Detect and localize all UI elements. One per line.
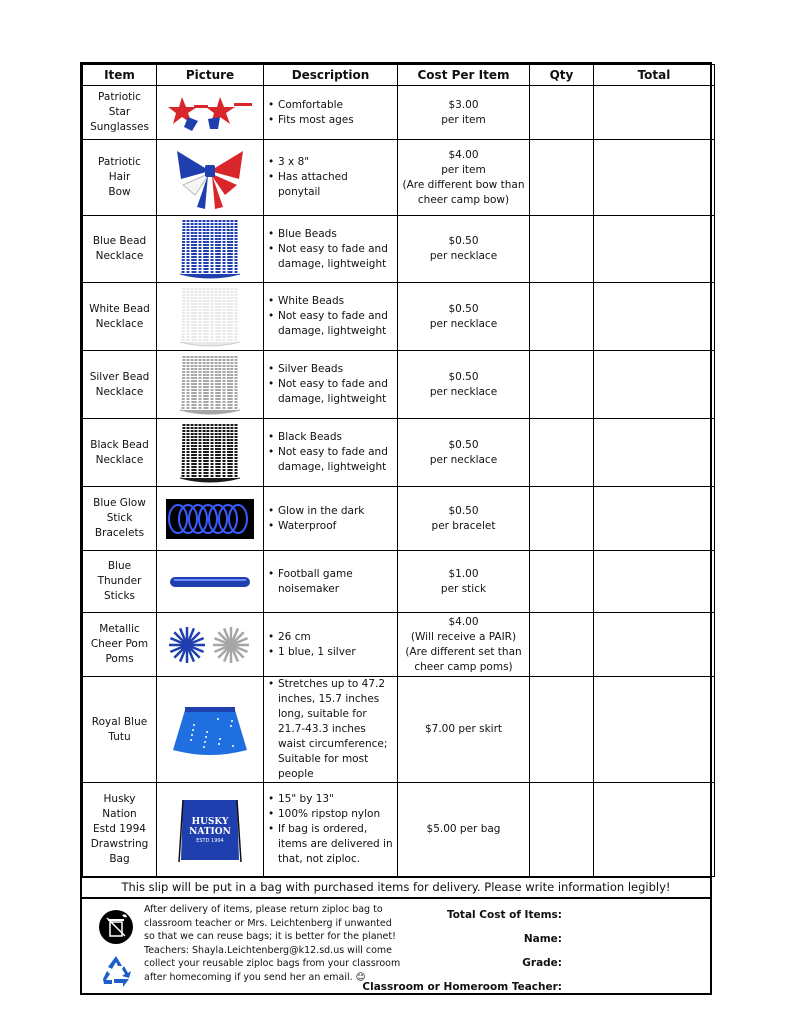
item-name-line: Bag	[109, 853, 130, 865]
return-bag-message: After delivery of items, please return ziploc bag to classroom teacher or Mrs. Leichtenberg if unwanted so that we can reuse bags; it is better for the planet! Teachers: Shayla.Leichtenberg@k12.sd.us will come collect your reusable ziploc bags from your classroom after homecoming if you send her an email. 😊	[144, 904, 401, 983]
total-cell[interactable]	[594, 551, 715, 613]
cost-line: per necklace	[429, 250, 498, 262]
table-row	[83, 551, 715, 613]
description-bullet: • Has attached ponytail	[278, 170, 393, 200]
table-row	[83, 216, 715, 283]
col-picture-header: Picture	[157, 65, 264, 86]
cost-line: per necklace	[429, 453, 498, 466]
qty-cell[interactable]	[530, 677, 594, 783]
item-cost	[398, 86, 530, 140]
qty-cell[interactable]	[530, 613, 594, 677]
grade-field-label: Grade:	[522, 957, 562, 969]
glow-bracelets-image	[157, 487, 264, 551]
item-name-line: Black Bead	[90, 438, 149, 451]
item-name-line: Necklace	[95, 453, 144, 466]
table-row	[83, 613, 715, 677]
cost-line: $1.00	[448, 567, 479, 580]
item-name-line: Bow	[108, 186, 131, 198]
header-row	[83, 65, 715, 86]
item-name	[83, 487, 157, 551]
order-table	[82, 64, 715, 877]
pom-poms-image	[157, 613, 264, 677]
description-bullet: • Not easy to fade and damage, lightweight	[278, 445, 393, 475]
item-description	[264, 283, 398, 351]
item-name-line: Patriotic Hair	[98, 156, 141, 183]
description-bullet: • Glow in the dark	[278, 504, 393, 519]
description-bullet: • Not easy to fade and damage, lightweight	[278, 377, 393, 407]
qty-cell[interactable]	[530, 419, 594, 487]
description-bullet: • Blue Beads	[278, 227, 393, 242]
thunder-stick-image	[157, 551, 264, 613]
total-cost-field-label: Total Cost of Items:	[446, 909, 562, 921]
cost-line: $5.00 per bag	[426, 823, 501, 835]
description-bullet: • White Beads	[278, 294, 393, 309]
item-name	[83, 613, 157, 677]
item-description	[264, 216, 398, 283]
item-description	[264, 487, 398, 551]
order-fields	[362, 903, 562, 999]
svg-text:NATION: NATION	[189, 826, 231, 837]
footer	[82, 897, 710, 993]
item-name	[83, 419, 157, 487]
qty-cell[interactable]	[530, 351, 594, 419]
col-cost-header: Cost Per Item	[398, 65, 530, 86]
qty-cell[interactable]	[530, 551, 594, 613]
total-cell[interactable]	[594, 677, 715, 783]
total-cell[interactable]	[594, 613, 715, 677]
col-total-header: Total	[594, 65, 715, 86]
table-row	[83, 677, 715, 783]
item-cost	[398, 216, 530, 283]
item-cost	[398, 783, 530, 877]
description-bullet: • Silver Beads	[278, 362, 393, 377]
cost-line: (Are different bow than	[402, 178, 525, 191]
svg-text:HUSKY: HUSKY	[191, 816, 229, 827]
item-name-line: Poms	[105, 653, 134, 665]
no-trash-icon	[98, 909, 134, 945]
description-bullet: • If bag is ordered, items are delivered in that, not ziploc.	[278, 822, 393, 867]
recycle-icon	[98, 953, 134, 989]
cost-line: $4.00	[448, 615, 479, 628]
item-name	[83, 783, 157, 877]
qty-cell[interactable]	[530, 783, 594, 877]
tutu-image	[157, 677, 264, 783]
description-bullet: • Football game noisemaker	[278, 567, 393, 597]
cost-line: $0.50	[448, 438, 479, 451]
item-name-line: Blue Glow	[93, 497, 146, 509]
item-description	[264, 613, 398, 677]
item-name	[83, 551, 157, 613]
description-bullet: • Not easy to fade and damage, lightweight	[278, 309, 393, 339]
cost-line: (Will receive a PAIR)	[410, 630, 517, 643]
cost-line: $4.00	[448, 148, 479, 161]
item-cost	[398, 613, 530, 677]
cost-line: $0.50	[448, 235, 479, 247]
total-cell[interactable]	[594, 351, 715, 419]
black-beads-image	[157, 419, 264, 487]
description-bullet: • 100% ripstop nylon	[278, 807, 393, 822]
item-name-line: Silver Bead	[89, 370, 150, 383]
item-name-line: Sunglasses	[90, 121, 149, 133]
hair-bow-image	[157, 140, 264, 216]
cost-line: $0.50	[448, 370, 479, 383]
item-name-line: Necklace	[95, 250, 144, 262]
item-description	[264, 140, 398, 216]
cost-line: $7.00 per skirt	[424, 723, 503, 735]
total-cell[interactable]	[594, 783, 715, 877]
svg-text:ESTD 1994: ESTD 1994	[196, 837, 224, 844]
item-name-line: Stick	[106, 512, 133, 524]
item-name-line: Necklace	[95, 385, 144, 398]
description-bullet: • Not easy to fade and damage, lightweight	[278, 242, 393, 272]
table-row	[83, 86, 715, 140]
item-name	[83, 677, 157, 783]
col-qty-header: Qty	[530, 65, 594, 86]
table-row	[83, 140, 715, 216]
item-cost	[398, 283, 530, 351]
cost-line: per necklace	[429, 317, 498, 330]
star-sunglasses-image	[157, 86, 264, 140]
table-row	[83, 419, 715, 487]
order-form	[80, 62, 712, 995]
item-description	[264, 351, 398, 419]
item-name-line: Tutu	[108, 730, 131, 743]
item-cost	[398, 351, 530, 419]
white-beads-image	[157, 283, 264, 351]
qty-cell[interactable]	[530, 140, 594, 216]
col-description-header: Description	[264, 65, 398, 86]
item-cost	[398, 487, 530, 551]
name-field-label: Name:	[523, 933, 562, 945]
table-row	[83, 351, 715, 419]
item-description	[264, 551, 398, 613]
description-bullet: • Black Beads	[278, 430, 393, 445]
qty-cell[interactable]	[530, 487, 594, 551]
item-name	[83, 140, 157, 216]
item-cost	[398, 140, 530, 216]
silver-beads-image	[157, 351, 264, 419]
item-description	[264, 419, 398, 487]
qty-cell[interactable]	[530, 216, 594, 283]
item-cost	[398, 677, 530, 783]
cost-line: cheer camp bow)	[417, 193, 510, 206]
item-name	[83, 216, 157, 283]
description-bullet: • Stretches up to 47.2 inches, 15.7 inches long, suitable for 21.7-43.3 inches waist circumference; Suitable for most people	[278, 677, 393, 782]
description-bullet: • 3 x 8"	[278, 155, 393, 170]
cost-line: per bracelet	[431, 519, 496, 532]
item-name	[83, 351, 157, 419]
description-bullet: • 15" by 13"	[278, 792, 393, 807]
cost-line: cheer camp poms)	[414, 660, 513, 673]
item-name-line: Drawstring	[90, 838, 149, 850]
total-cell[interactable]	[594, 283, 715, 351]
qty-cell[interactable]	[530, 86, 594, 140]
qty-cell[interactable]	[530, 283, 594, 351]
item-name-line: White Bead	[89, 302, 150, 315]
total-cell[interactable]	[594, 140, 715, 216]
item-cost	[398, 551, 530, 613]
table-row	[83, 487, 715, 551]
total-cell[interactable]	[594, 419, 715, 487]
description-bullet: • 1 blue, 1 silver	[278, 645, 393, 660]
item-name-line: Metallic	[99, 623, 140, 635]
item-name-line: Cheer Pom	[90, 638, 149, 650]
total-cell[interactable]	[594, 216, 715, 283]
teacher-field-label: Classroom or Homeroom Teacher:	[362, 981, 562, 993]
item-name-line: Husky Nation	[102, 793, 137, 820]
total-cell[interactable]	[594, 487, 715, 551]
item-name-line: Blue Bead	[92, 235, 147, 247]
item-name	[83, 283, 157, 351]
cost-line: per item	[441, 163, 486, 176]
item-name-line: Blue Thunder	[97, 560, 142, 587]
cost-line: per stick	[440, 582, 487, 595]
item-description	[264, 677, 398, 783]
item-name-line: Patriotic Star	[98, 91, 141, 118]
total-cell[interactable]	[594, 86, 715, 140]
item-name-line: Sticks	[103, 590, 136, 602]
description-bullet: • Waterproof	[278, 519, 393, 534]
item-name-line: Estd 1994	[93, 823, 146, 835]
item-name	[83, 86, 157, 140]
delivery-note: This slip will be put in a bag with purchased items for delivery. Please write information legibly!	[82, 877, 710, 897]
item-description	[264, 783, 398, 877]
item-name-line: Necklace	[95, 317, 144, 330]
cost-line: $3.00	[448, 98, 479, 111]
drawstring-bag-image	[157, 783, 264, 877]
description-bullet: • Comfortable	[278, 98, 393, 113]
description-bullet: • 26 cm	[278, 630, 393, 645]
table-row	[83, 283, 715, 351]
item-name-line: Bracelets	[94, 527, 145, 539]
cost-line: per item	[441, 113, 486, 126]
cost-line: $0.50	[448, 302, 479, 315]
table-row	[83, 783, 715, 877]
item-name-line: Royal Blue	[91, 715, 148, 728]
item-cost	[398, 419, 530, 487]
blue-beads-image	[157, 216, 264, 283]
cost-line: (Are different set than	[405, 645, 522, 658]
col-item-header: Item	[83, 65, 157, 86]
description-bullet: • Fits most ages	[278, 113, 393, 128]
cost-line: per necklace	[429, 385, 498, 398]
cost-line: $0.50	[448, 504, 479, 517]
item-description	[264, 86, 398, 140]
